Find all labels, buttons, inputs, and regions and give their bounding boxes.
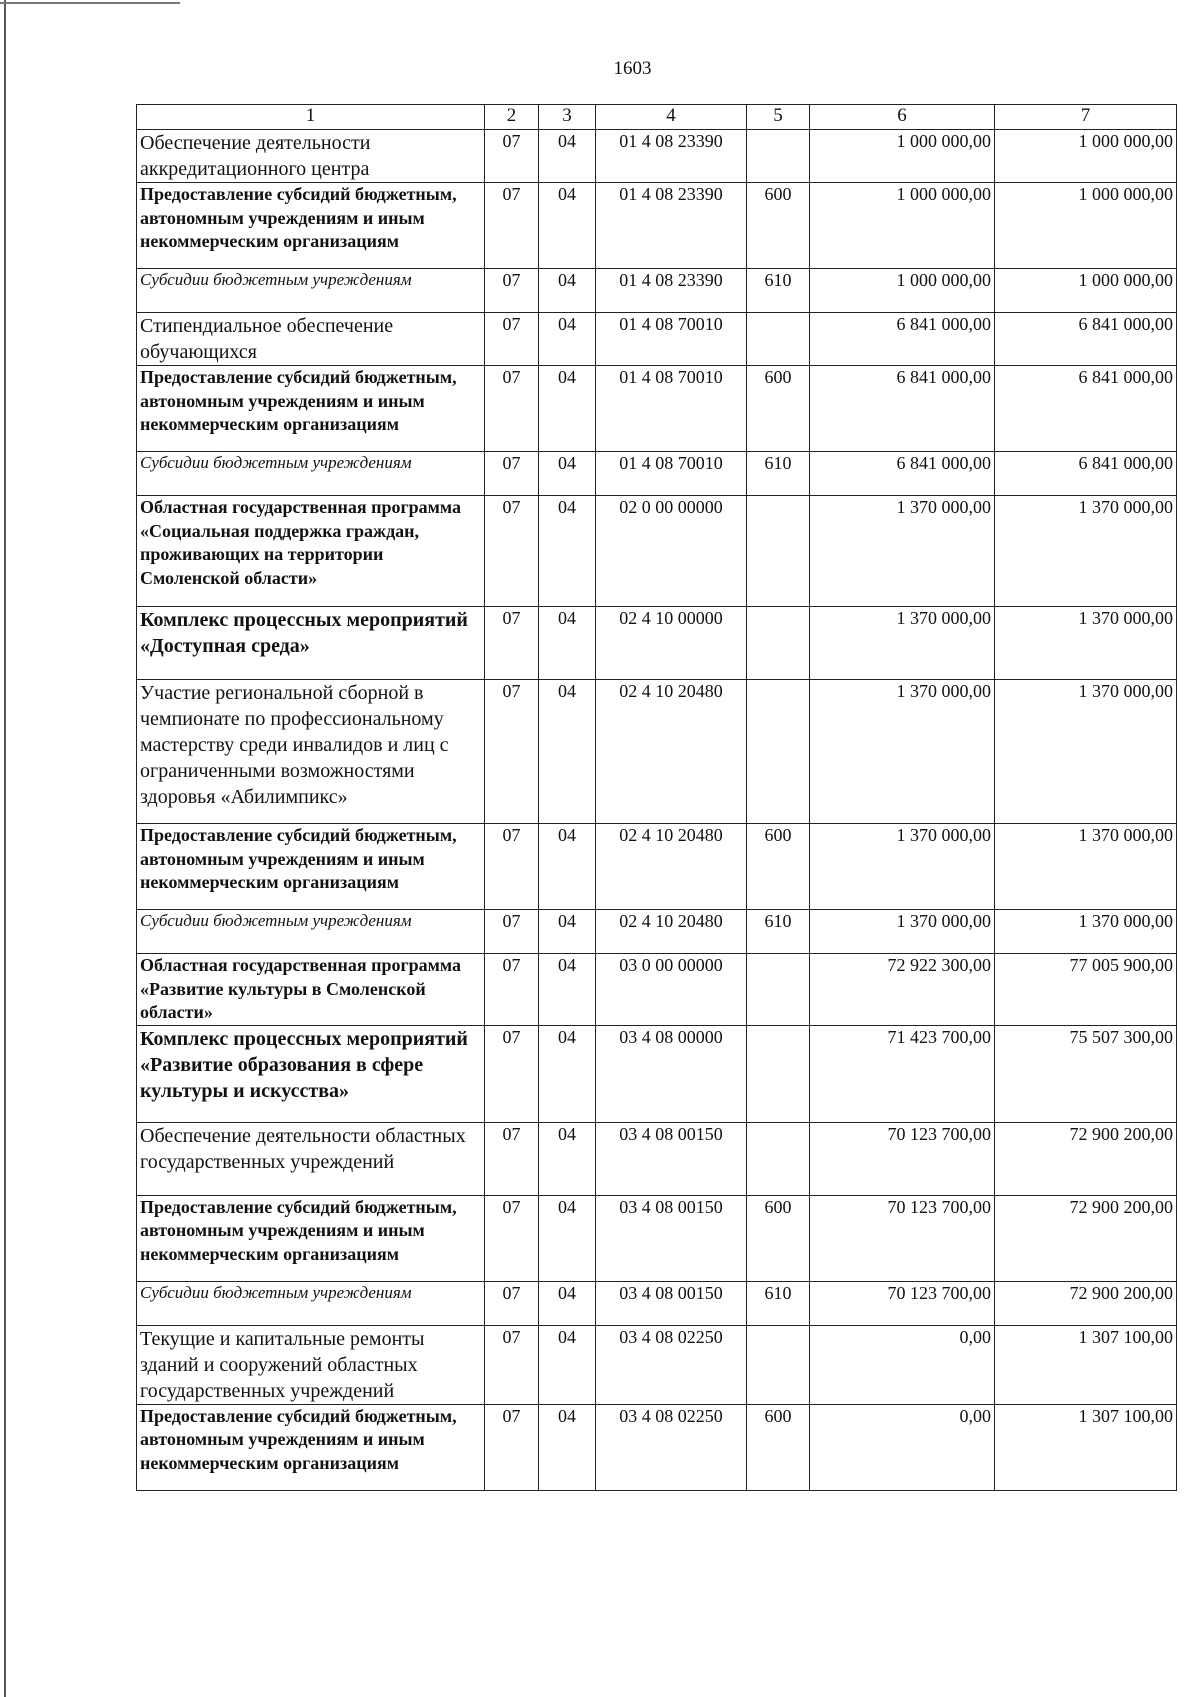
amount-year2-cell: 77 005 900,00: [995, 954, 1177, 1026]
expense-type-cell: 610: [747, 452, 810, 496]
subsection-cell: 04: [539, 1195, 596, 1281]
expense-type-cell: [747, 607, 810, 680]
section-cell: 07: [485, 452, 539, 496]
scan-edge-top: [0, 2, 180, 4]
subsection-cell: 04: [539, 366, 596, 452]
table-row: [137, 130, 1177, 183]
amount-year2-cell: 6 841 000,00: [995, 452, 1177, 496]
row-name-cell: Комплекс процессных мероприятий «Развитие образования в сфере культуры и искусства»: [137, 1025, 485, 1122]
section-cell: 07: [485, 1122, 539, 1195]
section-cell: 07: [485, 313, 539, 366]
row-name-cell: Стипендиальное обеспечение обучающихся: [137, 313, 485, 366]
table-row: [137, 496, 1177, 607]
target-article-cell: 03 4 08 00150: [596, 1122, 747, 1195]
amount-year1-cell: 6 841 000,00: [810, 366, 995, 452]
target-article-cell: 03 4 08 00000: [596, 1025, 747, 1122]
amount-year2-cell: 1 370 000,00: [995, 824, 1177, 910]
target-article-cell: 03 0 00 00000: [596, 954, 747, 1026]
table-row: [137, 1281, 1177, 1325]
amount-year2-cell: 1 307 100,00: [995, 1404, 1177, 1490]
target-article-cell: 02 4 10 00000: [596, 607, 747, 680]
target-article-cell: 03 4 08 00150: [596, 1195, 747, 1281]
table-row: [137, 1025, 1177, 1122]
column-header: 4: [596, 105, 747, 130]
target-article-cell: 01 4 08 70010: [596, 313, 747, 366]
amount-year1-cell: 1 370 000,00: [810, 607, 995, 680]
expense-type-cell: 610: [747, 1281, 810, 1325]
column-header: 2: [485, 105, 539, 130]
amount-year2-cell: 1 000 000,00: [995, 130, 1177, 183]
amount-year2-cell: 72 900 200,00: [995, 1281, 1177, 1325]
row-name-cell: Обеспечение деятельности областных государственных учреждений: [137, 1122, 485, 1195]
amount-year1-cell: 6 841 000,00: [810, 313, 995, 366]
section-cell: 07: [485, 1325, 539, 1404]
target-article-cell: 03 4 08 00150: [596, 1281, 747, 1325]
amount-year2-cell: 72 900 200,00: [995, 1195, 1177, 1281]
column-header: 1: [137, 105, 485, 130]
expense-type-cell: 610: [747, 269, 810, 313]
table-row: [137, 452, 1177, 496]
expense-type-cell: [747, 680, 810, 824]
amount-year1-cell: 1 000 000,00: [810, 269, 995, 313]
table-header-row: [137, 105, 1177, 130]
expense-type-cell: 600: [747, 1404, 810, 1490]
section-cell: 07: [485, 269, 539, 313]
amount-year1-cell: 6 841 000,00: [810, 452, 995, 496]
target-article-cell: 02 0 00 00000: [596, 496, 747, 607]
table-row: [137, 183, 1177, 269]
amount-year1-cell: 0,00: [810, 1325, 995, 1404]
subsection-cell: 04: [539, 313, 596, 366]
amount-year1-cell: 70 123 700,00: [810, 1195, 995, 1281]
section-cell: 07: [485, 1025, 539, 1122]
subsection-cell: 04: [539, 1325, 596, 1404]
row-name-cell: Субсидии бюджетным учреждениям: [137, 1281, 485, 1325]
row-name-cell: Областная государственная программа «Социальная поддержка граждан, проживающих на территории Смоленской области»: [137, 496, 485, 607]
section-cell: 07: [485, 680, 539, 824]
section-cell: 07: [485, 1195, 539, 1281]
expense-type-cell: 610: [747, 910, 810, 954]
expense-type-cell: [747, 1325, 810, 1404]
amount-year1-cell: 71 423 700,00: [810, 1025, 995, 1122]
amount-year1-cell: 70 123 700,00: [810, 1281, 995, 1325]
amount-year2-cell: 72 900 200,00: [995, 1122, 1177, 1195]
row-name-cell: Комплекс процессных мероприятий «Доступная среда»: [137, 607, 485, 680]
row-name-cell: Текущие и капитальные ремонты зданий и сооружений областных государственных учреждений: [137, 1325, 485, 1404]
expense-type-cell: [747, 1025, 810, 1122]
amount-year1-cell: 1 370 000,00: [810, 910, 995, 954]
target-article-cell: 01 4 08 70010: [596, 452, 747, 496]
column-header: 7: [995, 105, 1177, 130]
row-name-cell: Предоставление субсидий бюджетным, автономным учреждениям и иным некоммерческим организациям: [137, 366, 485, 452]
amount-year1-cell: 1 370 000,00: [810, 496, 995, 607]
row-name-cell: Предоставление субсидий бюджетным, автономным учреждениям и иным некоммерческим организациям: [137, 1195, 485, 1281]
subsection-cell: 04: [539, 607, 596, 680]
row-name-cell: Предоставление субсидий бюджетным, автономным учреждениям и иным некоммерческим организациям: [137, 1404, 485, 1490]
section-cell: 07: [485, 1404, 539, 1490]
table-row: [137, 1404, 1177, 1490]
expense-type-cell: 600: [747, 183, 810, 269]
amount-year2-cell: 6 841 000,00: [995, 366, 1177, 452]
amount-year2-cell: 6 841 000,00: [995, 313, 1177, 366]
subsection-cell: 04: [539, 1122, 596, 1195]
subsection-cell: 04: [539, 452, 596, 496]
target-article-cell: 02 4 10 20480: [596, 824, 747, 910]
target-article-cell: 01 4 08 23390: [596, 269, 747, 313]
amount-year2-cell: 1 000 000,00: [995, 183, 1177, 269]
amount-year1-cell: 70 123 700,00: [810, 1122, 995, 1195]
table-row: [137, 269, 1177, 313]
row-name-cell: Предоставление субсидий бюджетным, автономным учреждениям и иным некоммерческим организациям: [137, 824, 485, 910]
section-cell: 07: [485, 496, 539, 607]
section-cell: 07: [485, 607, 539, 680]
target-article-cell: 01 4 08 70010: [596, 366, 747, 452]
expense-type-cell: [747, 1122, 810, 1195]
amount-year2-cell: 1 370 000,00: [995, 910, 1177, 954]
subsection-cell: 04: [539, 1281, 596, 1325]
expense-type-cell: [747, 954, 810, 1026]
row-name-cell: Участие региональной сборной в чемпионате по профессиональному мастерству среди инвалидов и лиц с ограниченными возможностями здоровья «Абилимпикс»: [137, 680, 485, 824]
table-row: [137, 910, 1177, 954]
amount-year2-cell: 1 370 000,00: [995, 496, 1177, 607]
amount-year2-cell: 1 370 000,00: [995, 607, 1177, 680]
subsection-cell: 04: [539, 183, 596, 269]
amount-year1-cell: 72 922 300,00: [810, 954, 995, 1026]
table-row: [137, 607, 1177, 680]
row-name-cell: Субсидии бюджетным учреждениям: [137, 269, 485, 313]
target-article-cell: 03 4 08 02250: [596, 1325, 747, 1404]
table-row: [137, 366, 1177, 452]
expense-type-cell: 600: [747, 366, 810, 452]
row-name-cell: Субсидии бюджетным учреждениям: [137, 452, 485, 496]
amount-year1-cell: 1 000 000,00: [810, 130, 995, 183]
section-cell: 07: [485, 1281, 539, 1325]
table-row: [137, 680, 1177, 824]
amount-year1-cell: 0,00: [810, 1404, 995, 1490]
target-article-cell: 02 4 10 20480: [596, 680, 747, 824]
table-row: [137, 1122, 1177, 1195]
target-article-cell: 03 4 08 02250: [596, 1404, 747, 1490]
amount-year1-cell: 1 370 000,00: [810, 680, 995, 824]
target-article-cell: 01 4 08 23390: [596, 183, 747, 269]
section-cell: 07: [485, 183, 539, 269]
expense-type-cell: [747, 130, 810, 183]
table-row: [137, 1195, 1177, 1281]
amount-year2-cell: 75 507 300,00: [995, 1025, 1177, 1122]
subsection-cell: 04: [539, 130, 596, 183]
target-article-cell: 01 4 08 23390: [596, 130, 747, 183]
section-cell: 07: [485, 954, 539, 1026]
amount-year2-cell: 1 370 000,00: [995, 680, 1177, 824]
section-cell: 07: [485, 366, 539, 452]
section-cell: 07: [485, 130, 539, 183]
budget-table: [136, 104, 1177, 1491]
target-article-cell: 02 4 10 20480: [596, 910, 747, 954]
row-name-cell: Обеспечение деятельности аккредитационного центра: [137, 130, 485, 183]
subsection-cell: 04: [539, 496, 596, 607]
amount-year1-cell: 1 000 000,00: [810, 183, 995, 269]
page-number: 1603: [613, 58, 652, 79]
subsection-cell: 04: [539, 680, 596, 824]
expense-type-cell: [747, 313, 810, 366]
section-cell: 07: [485, 824, 539, 910]
table-row: [137, 954, 1177, 1026]
table-row: [137, 1325, 1177, 1404]
subsection-cell: 04: [539, 910, 596, 954]
row-name-cell: Областная государственная программа «Развитие культуры в Смоленской области»: [137, 954, 485, 1026]
expense-type-cell: 600: [747, 1195, 810, 1281]
column-header: 3: [539, 105, 596, 130]
amount-year2-cell: 1 000 000,00: [995, 269, 1177, 313]
expense-type-cell: [747, 496, 810, 607]
expense-type-cell: 600: [747, 824, 810, 910]
section-cell: 07: [485, 910, 539, 954]
subsection-cell: 04: [539, 1404, 596, 1490]
scan-edge-left: [4, 0, 6, 1697]
amount-year2-cell: 1 307 100,00: [995, 1325, 1177, 1404]
subsection-cell: 04: [539, 1025, 596, 1122]
row-name-cell: Предоставление субсидий бюджетным, автономным учреждениям и иным некоммерческим организациям: [137, 183, 485, 269]
row-name-cell: Субсидии бюджетным учреждениям: [137, 910, 485, 954]
table-row: [137, 824, 1177, 910]
subsection-cell: 04: [539, 269, 596, 313]
column-header: 5: [747, 105, 810, 130]
subsection-cell: 04: [539, 824, 596, 910]
column-header: 6: [810, 105, 995, 130]
table-row: [137, 313, 1177, 366]
amount-year1-cell: 1 370 000,00: [810, 824, 995, 910]
subsection-cell: 04: [539, 954, 596, 1026]
